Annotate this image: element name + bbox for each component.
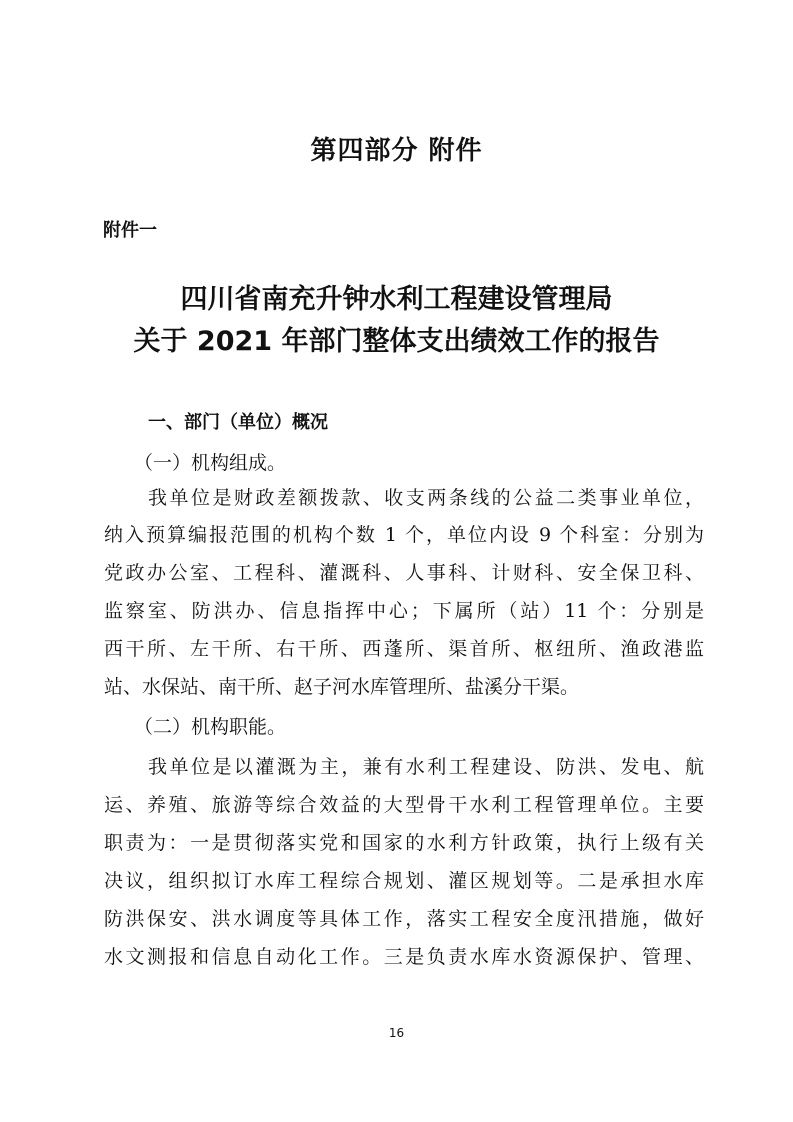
paragraph-line: 职责为：一是贯彻落实党和国家的水利方针政策，执行上级有关 — [104, 832, 704, 854]
page-number: 16 — [388, 1026, 405, 1040]
part-title: 第四部分 附件 — [310, 136, 483, 166]
paragraph-line: 防洪保安、洪水调度等具体工作，落实工程安全度汛措施，做好 — [104, 908, 704, 930]
paragraph-line: 西干所、左干所、右干所、西蓬所、渠首所、枢纽所、渔政港监 — [104, 638, 704, 660]
paragraph-line: 我单位是财政差额拨款、收支两条线的公益二类事业单位， — [148, 487, 704, 509]
paragraph-line: 党政办公室、工程科、灌溉科、人事科、计财科、安全保卫科、 — [104, 562, 704, 584]
paragraph-line: 水文测报和信息自动化工作。三是负责水库水资源保护、管理、 — [104, 946, 704, 968]
report-title-line1: 四川省南充升钟水利工程建设管理局 — [180, 284, 613, 315]
paragraph-line: 运、养殖、旅游等综合效益的大型骨干水利工程管理单位。主要 — [104, 794, 704, 816]
report-title-line2: 关于 2021 年部门整体支出绩效工作的报告 — [133, 326, 660, 357]
paragraph-line: 决议，组织拟订水库工程综合规划、灌区规划等。二是承担水库 — [104, 870, 704, 892]
paragraph-line: 我单位是以灌溉为主，兼有水利工程建设、防洪、发电、航 — [148, 756, 704, 778]
attachment-label: 附件一 — [103, 220, 157, 241]
subsection-heading: （二）机构职能。 — [134, 716, 287, 738]
paragraph-line: 站、水保站、南干所、赵子河水库管理所、盐溪分干渠。 — [104, 676, 580, 698]
subsection-heading: （一）机构组成。 — [134, 452, 287, 474]
paragraph-line: 纳入预算编报范围的机构个数 1 个，单位内设 9 个科室：分别为 — [104, 524, 704, 546]
section-heading: 一、部门（单位）概况 — [148, 412, 328, 433]
paragraph-line: 监察室、防洪办、信息指挥中心；下属所（站）11 个：分别是 — [104, 600, 704, 622]
